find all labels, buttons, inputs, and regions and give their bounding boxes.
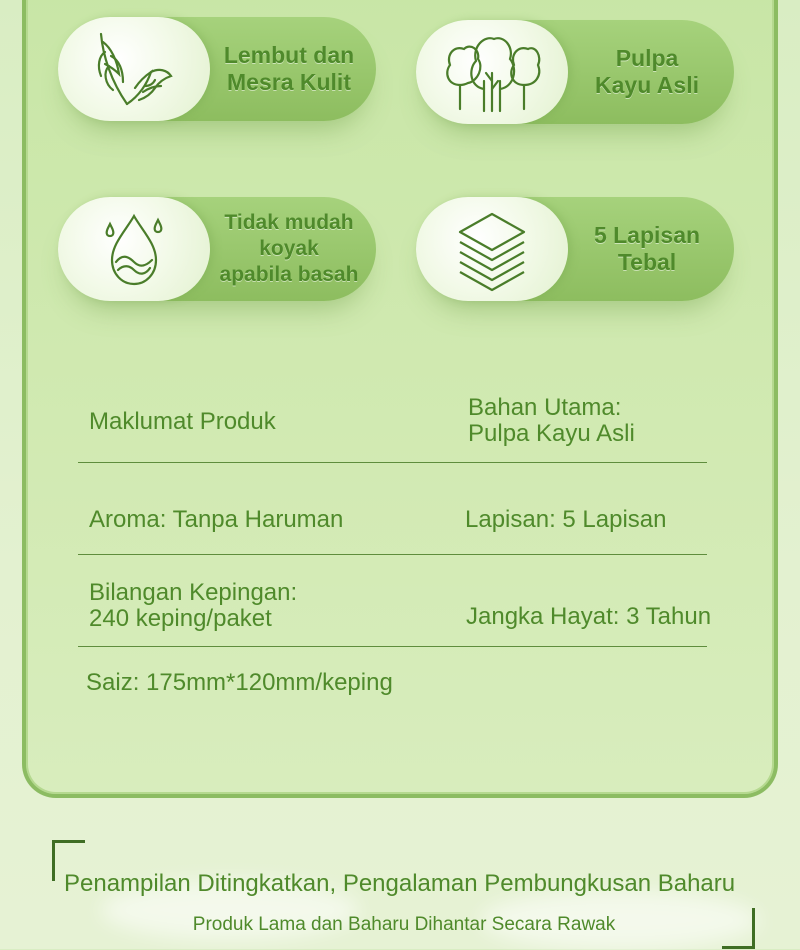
footer-subtitle: Produk Lama dan Baharu Dihantar Secara Rawak — [192, 914, 616, 935]
feature-label — [568, 197, 726, 301]
feature-label-line: Tidak mudah — [224, 211, 354, 234]
spec-layers: Lapisan: 5 Lapisan — [465, 506, 667, 533]
feature-label-line: Tebal — [617, 249, 677, 275]
feature-five-layers — [416, 197, 734, 301]
feature-label — [210, 17, 368, 121]
feature-icon-circle — [58, 197, 210, 301]
feature-icon-circle — [416, 197, 568, 301]
layers-icon — [452, 206, 532, 292]
feature-label — [210, 197, 368, 301]
feature-label — [568, 20, 726, 124]
divider — [78, 646, 707, 647]
spec-line: Pulpa Kayu Asli — [468, 420, 635, 447]
feature-wood-pulp — [416, 20, 734, 124]
divider — [78, 554, 707, 555]
water-drop-icon — [94, 206, 174, 292]
spec-main-material — [468, 395, 635, 447]
feature-label-line: koyak — [259, 237, 319, 260]
divider — [78, 462, 707, 463]
feature-label-line: apabila basah — [219, 263, 359, 286]
feature-label-line: Kayu Asli — [595, 72, 699, 98]
trees-icon — [440, 29, 544, 115]
feature-label-line: 5 Lapisan — [593, 222, 701, 248]
spec-heading: Maklumat Produk — [89, 408, 276, 435]
feature-label-line: Lembut dan — [223, 42, 355, 68]
feature-icon-circle — [416, 20, 568, 124]
spec-line: Bilangan Kepingan: — [89, 579, 298, 606]
spec-sheet-count — [89, 580, 297, 632]
spec-line: 240 keping/paket — [89, 605, 272, 632]
feature-icon-circle — [58, 17, 210, 121]
feather-icon — [89, 26, 179, 112]
feature-soft-skin — [58, 17, 376, 121]
spec-shelf-life: Jangka Hayat: 3 Tahun — [466, 603, 712, 630]
feature-label-line: Mesra Kulit — [227, 69, 351, 95]
corner-bracket-bottom-right — [722, 908, 755, 949]
footer-title: Penampilan Ditingkatkan, Pengalaman Pembungkusan Baharu — [64, 870, 736, 897]
feature-label-line: Pulpa — [615, 45, 679, 71]
spec-scent: Aroma: Tanpa Haruman — [89, 506, 344, 533]
feature-wet-strength — [58, 197, 376, 301]
spec-size: Saiz: 175mm*120mm/keping — [86, 669, 393, 696]
spec-line: Bahan Utama: — [468, 394, 622, 421]
